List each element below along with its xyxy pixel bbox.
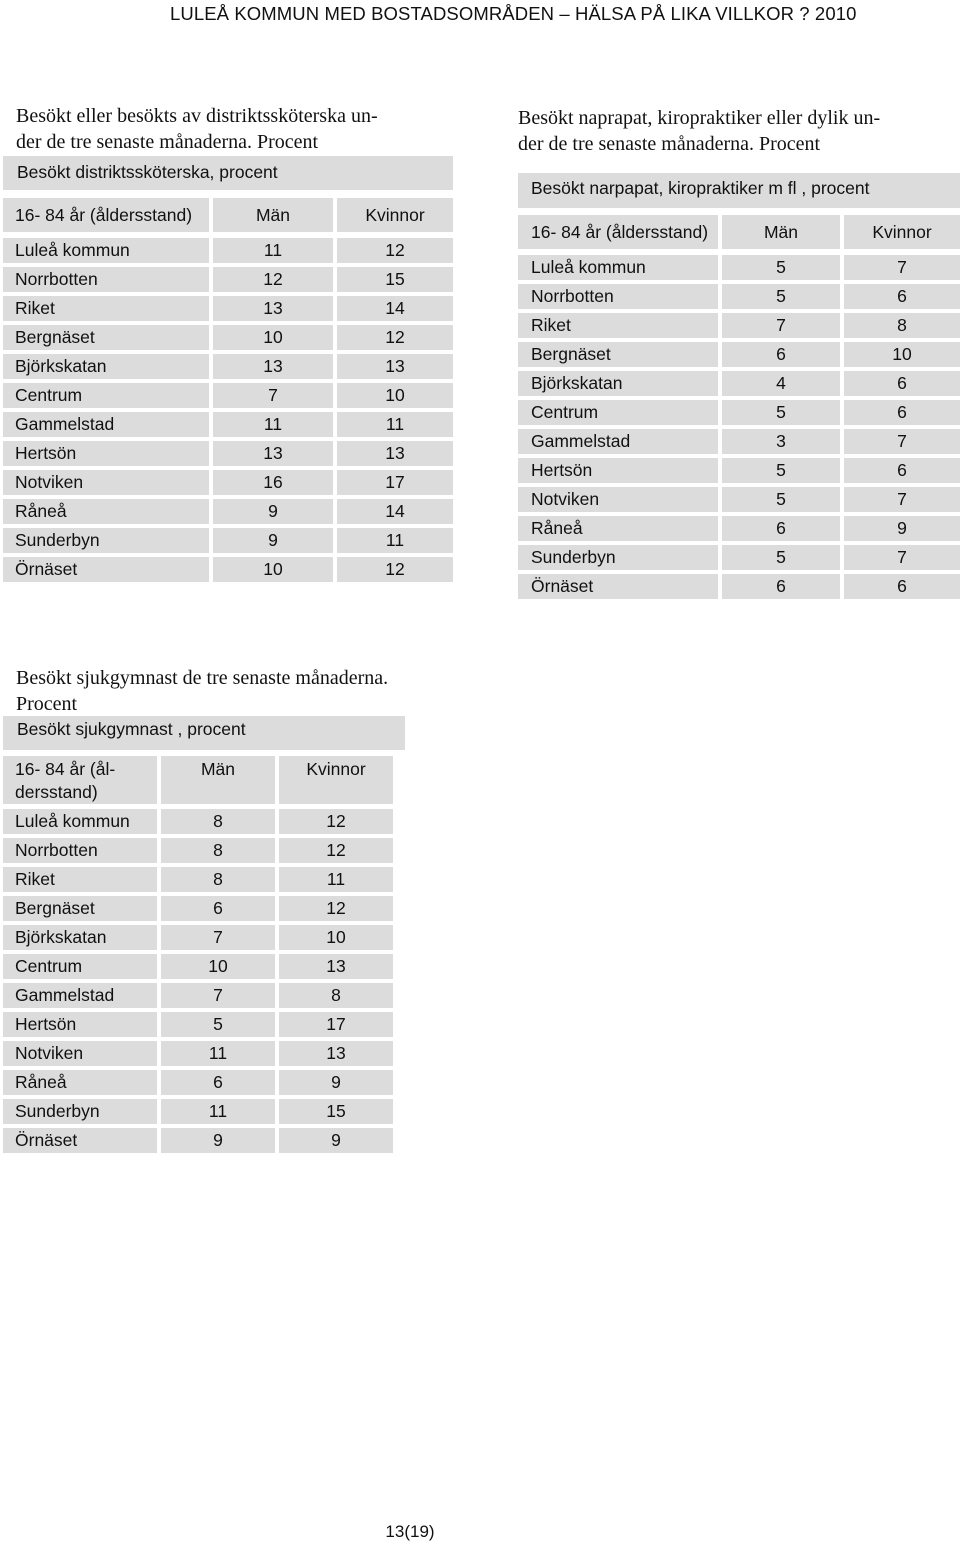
table2-row [518,371,960,396]
table3-cell-area-name: Luleå kommun [3,809,157,834]
table1-cell-area-name: Luleå kommun [3,238,209,263]
table1-cell-men-value: 9 [213,499,333,524]
table1-cell-women-value: 14 [337,296,453,321]
table3-row [3,925,405,950]
table2-row [518,429,960,454]
table1-cell-area-name: Riket [3,296,209,321]
table1-row [3,470,453,495]
table1-cell-women-value: 12 [337,238,453,263]
table2-cell-women-value: 7 [844,255,960,280]
table2-cell-area-name: Luleå kommun [518,255,718,280]
table3-cell-women-value: 9 [279,1128,393,1153]
table1-row [3,441,453,466]
table2-row [518,284,960,309]
table2-cell-area-name: Björkskatan [518,371,718,396]
table2-cell-women-value: 7 [844,487,960,512]
table2-cell-women-value: 6 [844,458,960,483]
table2-cell-men-value: 4 [722,371,840,396]
table2-cell-women-value: 9 [844,516,960,541]
table1-cell-women-value: 13 [337,354,453,379]
table1-cell-men-value: 13 [213,441,333,466]
table3-cell-area-name: Riket [3,867,157,892]
table3-col-header-group [3,756,157,804]
table2-cell-men-value: 5 [722,458,840,483]
table2-cell-women-value: 7 [844,545,960,570]
table3-cell-area-name: Sunderbyn [3,1099,157,1124]
table1-col-header-men: Män [213,198,333,232]
table2-caption-line2: der de tre senaste månaderna. Procent [518,133,821,155]
table1-cell-area-name: Bergnäset [3,325,209,350]
table1-row [3,267,453,292]
table1-cell-women-value: 10 [337,383,453,408]
table2-cell-women-value: 6 [844,371,960,396]
table2-row [518,487,960,512]
table3-header-row [3,756,405,804]
table1-cell-area-name: Gammelstad [3,412,209,437]
table3-cell-men-value: 10 [161,954,275,979]
table1-cell-area-name: Örnäset [3,557,209,582]
table2-cell-area-name: Hertsön [518,458,718,483]
table3-row [3,1070,405,1095]
table3-cell-women-value: 8 [279,983,393,1008]
table3-cell-area-name: Centrum [3,954,157,979]
table3-cell-men-value: 8 [161,838,275,863]
table2-cell-men-value: 6 [722,516,840,541]
table1-cell-men-value: 16 [213,470,333,495]
table2-header-row [518,215,960,249]
table2-col-header-men: Män [722,215,840,249]
table2-cell-women-value: 6 [844,400,960,425]
table2-caption-line1: Besökt naprapat, kiropraktiker eller dylik un- [518,107,881,129]
table3-row [3,838,405,863]
table3-cell-men-value: 6 [161,896,275,921]
table1-cell-men-value: 11 [213,412,333,437]
table1-cell-area-name: Norrbotten [3,267,209,292]
table2-row [518,342,960,367]
table2-row [518,458,960,483]
table2-cell-area-name: Sunderbyn [518,545,718,570]
table2-cell-area-name: Notviken [518,487,718,512]
table3-cell-women-value: 9 [279,1070,393,1095]
table1-cell-area-name: Råneå [3,499,209,524]
table2-cell-women-value: 6 [844,574,960,599]
table3-cell-men-value: 7 [161,925,275,950]
table2-cell-area-name: Riket [518,313,718,338]
table1-cell-area-name: Centrum [3,383,209,408]
table1-col-header-group: 16- 84 år (åldersstand) [3,198,209,232]
table3-cell-area-name: Hertsön [3,1012,157,1037]
table3 [3,716,405,1157]
table1-cell-area-name: Björkskatan [3,354,209,379]
table3-cell-women-value: 12 [279,896,393,921]
table1-row [3,296,453,321]
table2-caption [518,105,880,157]
table1-row [3,354,453,379]
table2-subtitle: Besökt narpapat, kiropraktiker m fl , procent [518,173,960,208]
table3-cell-men-value: 7 [161,983,275,1008]
table1-row [3,499,453,524]
table3-row [3,1041,405,1066]
table3-subtitle: Besökt sjukgymnast , procent [3,716,405,750]
table3-row [3,954,405,979]
table3-cell-area-name: Björkskatan [3,925,157,950]
table2-row [518,400,960,425]
table2-cell-area-name: Centrum [518,400,718,425]
table1-subtitle: Besökt distriktssköterska, procent [3,156,453,190]
table3-cell-area-name: Norrbotten [3,838,157,863]
table3-cell-women-value: 11 [279,867,393,892]
table2-col-header-women: Kvinnor [844,215,960,249]
table3-col-header-women: Kvinnor [279,756,393,804]
table2-cell-women-value: 10 [844,342,960,367]
table2-cell-men-value: 5 [722,487,840,512]
table2-cell-men-value: 5 [722,400,840,425]
table3-caption [16,665,388,717]
table1-row [3,557,453,582]
table2-cell-men-value: 6 [722,574,840,599]
table1 [3,156,453,586]
table2-row [518,255,960,280]
table3-cell-women-value: 13 [279,954,393,979]
table1-cell-men-value: 7 [213,383,333,408]
table3-row [3,896,405,921]
table1-cell-women-value: 17 [337,470,453,495]
table2-cell-men-value: 5 [722,255,840,280]
table1-cell-men-value: 13 [213,296,333,321]
table3-cell-women-value: 10 [279,925,393,950]
table3-cell-area-name: Råneå [3,1070,157,1095]
table2-row [518,545,960,570]
table1-cell-men-value: 11 [213,238,333,263]
table3-row [3,867,405,892]
table3-cell-women-value: 12 [279,809,393,834]
table2-cell-men-value: 3 [722,429,840,454]
table1-cell-men-value: 10 [213,557,333,582]
table1-cell-area-name: Notviken [3,470,209,495]
table3-caption-line2: Procent [16,693,78,715]
table1-col-header-women: Kvinnor [337,198,453,232]
table1-row [3,383,453,408]
table3-col-header-men: Män [161,756,275,804]
table1-cell-women-value: 12 [337,557,453,582]
table3-col-header-group-line1: 16- 84 år (ål- [15,759,116,779]
table2-cell-area-name: Gammelstad [518,429,718,454]
table3-row [3,1099,405,1124]
table3-cell-women-value: 12 [279,838,393,863]
table2-cell-women-value: 8 [844,313,960,338]
table2-cell-area-name: Norrbotten [518,284,718,309]
table1-row [3,238,453,263]
table1-caption-line1: Besökt eller besökts av distriktssköterska un- [16,105,378,127]
table3-row [3,1012,405,1037]
table2-col-header-group: 16- 84 år (åldersstand) [518,215,718,249]
table1-cell-women-value: 11 [337,528,453,553]
table1-cell-men-value: 9 [213,528,333,553]
table2-row [518,516,960,541]
table1-cell-women-value: 15 [337,267,453,292]
table1-cell-men-value: 13 [213,354,333,379]
table1-row [3,528,453,553]
table3-row [3,1128,405,1153]
table1-header-row [3,198,453,232]
table1-row [3,325,453,350]
table3-cell-women-value: 17 [279,1012,393,1037]
table3-cell-men-value: 5 [161,1012,275,1037]
table3-caption-line1: Besökt sjukgymnast de tre senaste månaderna. [16,667,389,689]
table2-cell-men-value: 6 [722,342,840,367]
table2-cell-area-name: Bergnäset [518,342,718,367]
table1-cell-women-value: 13 [337,441,453,466]
table3-cell-men-value: 8 [161,809,275,834]
table1-row [3,412,453,437]
table1-cell-men-value: 12 [213,267,333,292]
page-header: LULEÅ KOMMUN MED BOSTADSOMRÅDEN – HÄLSA PÅ LIKA VILLKOR ? 2010 [170,3,857,24]
table3-cell-area-name: Gammelstad [3,983,157,1008]
table1-cell-women-value: 14 [337,499,453,524]
table1-cell-women-value: 11 [337,412,453,437]
table1-cell-men-value: 10 [213,325,333,350]
table1-cell-area-name: Sunderbyn [3,528,209,553]
table2 [518,173,960,603]
table2-cell-women-value: 7 [844,429,960,454]
table3-cell-area-name: Notviken [3,1041,157,1066]
table1-cell-area-name: Hertsön [3,441,209,466]
table2-cell-men-value: 5 [722,284,840,309]
table1-caption [16,103,378,155]
table3-col-header-group-line2: dersstand) [15,782,98,802]
table3-row [3,983,405,1008]
table2-cell-men-value: 5 [722,545,840,570]
table3-cell-men-value: 11 [161,1041,275,1066]
table2-cell-area-name: Örnäset [518,574,718,599]
table3-cell-area-name: Bergnäset [3,896,157,921]
table3-cell-men-value: 9 [161,1128,275,1153]
table1-caption-line2: der de tre senaste månaderna. Procent [16,131,319,153]
table3-cell-men-value: 6 [161,1070,275,1095]
table3-cell-men-value: 11 [161,1099,275,1124]
table3-cell-women-value: 13 [279,1041,393,1066]
table2-row [518,313,960,338]
table1-cell-women-value: 12 [337,325,453,350]
table3-cell-area-name: Örnäset [3,1128,157,1153]
table3-row [3,809,405,834]
table3-cell-men-value: 8 [161,867,275,892]
table2-cell-women-value: 6 [844,284,960,309]
table2-row [518,574,960,599]
page-number: 13(19) [385,1522,435,1541]
table3-cell-women-value: 15 [279,1099,393,1124]
table2-cell-men-value: 7 [722,313,840,338]
table2-cell-area-name: Råneå [518,516,718,541]
